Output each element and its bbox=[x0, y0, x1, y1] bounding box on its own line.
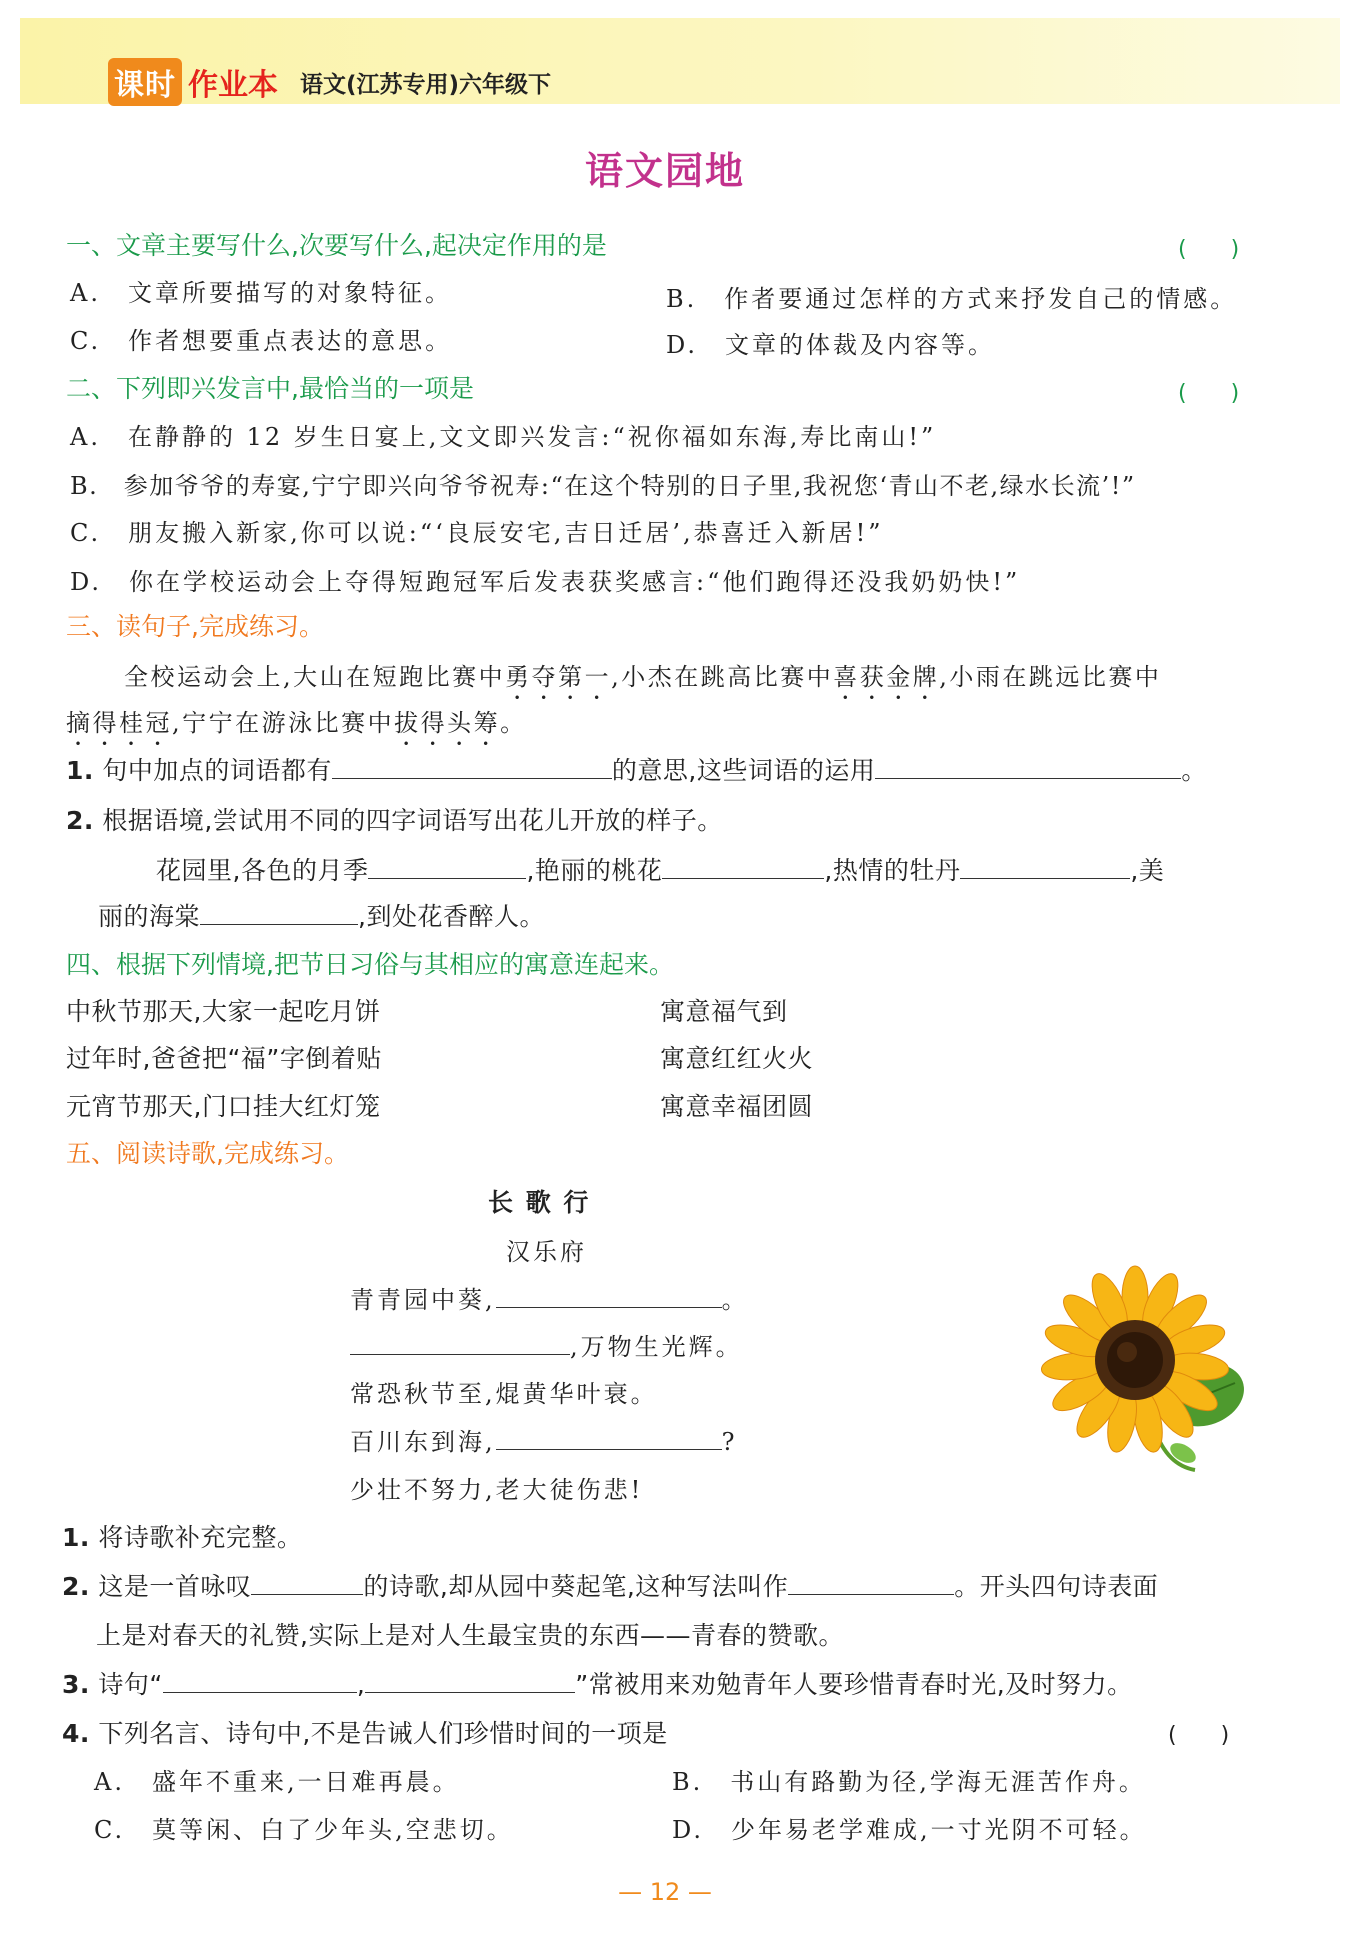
q3-heading: 三、读句子,完成练习。 bbox=[66, 612, 324, 641]
q4-heading: 四、根据下列情境,把节日习俗与其相应的寓意连起来。 bbox=[66, 950, 674, 979]
poem-line4: 百川东到海, ? bbox=[350, 1428, 738, 1456]
q5-sub3: 3. 诗句“ , ”常被用来劝勉青年人要珍惜青春时光,及时努力。 bbox=[62, 1670, 1133, 1699]
q4-right-item[interactable]: 寓意福气到 bbox=[660, 997, 788, 1026]
q5-sub2-line2: 上是对春天的礼赞,实际上是对人生最宝贵的东西——青春的赞歌。 bbox=[96, 1621, 844, 1650]
page-title: 语文园地 bbox=[584, 149, 745, 193]
answer-blank[interactable] bbox=[365, 1670, 575, 1693]
dotted-phrase: 勇夺第一 bbox=[505, 663, 612, 691]
q4-left-item[interactable]: 中秋节那天,大家一起吃月饼 bbox=[66, 997, 381, 1026]
q4-right-item[interactable]: 寓意红红火火 bbox=[660, 1044, 814, 1073]
q5-option-d: D. 少年易老学难成,一寸光阴不可轻。 bbox=[672, 1816, 1147, 1844]
q4-right-item[interactable]: 寓意幸福团圆 bbox=[660, 1092, 814, 1121]
poem-author: 汉乐府 bbox=[506, 1238, 587, 1266]
answer-blank[interactable] bbox=[788, 1572, 954, 1595]
answer-blank[interactable] bbox=[960, 856, 1130, 879]
book-subject: 语文(江苏专用)六年级下 bbox=[300, 71, 552, 98]
q5-sub1: 1. 将诗歌补充完整。 bbox=[62, 1523, 303, 1552]
q2-option-d: D. 你在学校运动会上夺得短跑冠军后发表获奖感言:“他们跑得还没我奶奶快!” bbox=[70, 568, 1021, 596]
header-brand bbox=[108, 58, 551, 106]
q3-sub1: 1. 句中加点的词语都有 的意思,这些词语的运用 。 bbox=[66, 756, 1207, 785]
q3-passage-line1: 全校运动会上,大山在短跑比赛中勇夺第一,小杰在跳高比赛中喜获金牌,小雨在跳远比赛中 bbox=[124, 663, 1162, 691]
page-number: — 12 — bbox=[618, 1878, 712, 1906]
q2-option-c: C. 朋友搬入新家,你可以说:“‘良辰安宅,吉日迁居’,恭喜迁入新居!” bbox=[70, 519, 884, 547]
poem-line2: ,万物生光辉。 bbox=[350, 1327, 743, 1362]
q2-option-b: B. 参加爷爷的寿宴,宁宁即兴向爷爷祝寿:“在这个特别的日子里,我祝您‘青山不老,绿水长流’!” bbox=[70, 472, 1136, 500]
q1-option-a: A. 文章所要描写的对象特征。 bbox=[70, 279, 452, 307]
q1-option-b: B. 作者要通过怎样的方式来抒发自己的情感。 bbox=[666, 285, 1238, 313]
answer-blank[interactable] bbox=[496, 1285, 722, 1308]
answer-blank[interactable] bbox=[662, 856, 824, 879]
q3-sub2: 2. 根据语境,尝试用不同的四字词语写出花儿开放的样子。 bbox=[66, 806, 723, 835]
brand-name: 作业本 bbox=[188, 68, 278, 103]
dotted-phrase: 拔得头筹 bbox=[394, 709, 501, 737]
q2-heading: 二、下列即兴发言中,最恰当的一项是 bbox=[66, 374, 474, 403]
answer-blank[interactable] bbox=[350, 1332, 570, 1355]
q2-answer-paren[interactable]: ( ) bbox=[1178, 381, 1240, 406]
q5-heading: 五、阅读诗歌,完成练习。 bbox=[66, 1139, 349, 1168]
poem-title: 长 歌 行 bbox=[488, 1188, 591, 1217]
poem-line1: 青青园中葵, 。 bbox=[350, 1286, 749, 1314]
q2-option-a: A. 在静静的 12 岁生日宴上,文文即兴发言:“祝你福如东海,寿比南山!” bbox=[70, 423, 937, 451]
q4-left-item[interactable]: 过年时,爸爸把“福”字倒着贴 bbox=[66, 1044, 382, 1073]
q5-option-b: B. 书山有路勤为径,学海无涯苦作舟。 bbox=[672, 1768, 1146, 1796]
q1-option-d: D. 文章的体裁及内容等。 bbox=[666, 331, 996, 359]
q5-sub4: 4. 下列名言、诗句中,不是告诫人们珍惜时间的一项是 bbox=[62, 1719, 668, 1748]
poem-line5: 少壮不努力,老大徒伤悲! bbox=[350, 1476, 644, 1504]
q1-heading: 一、文章主要写什么,次要写什么,起决定作用的是 bbox=[66, 231, 607, 260]
dotted-phrase: 喜获金牌 bbox=[833, 663, 940, 691]
q3-passage-line2: 摘得桂冠,宁宁在游泳比赛中拔得头筹。 bbox=[66, 709, 527, 737]
answer-blank[interactable] bbox=[875, 756, 1181, 779]
q1-option-c: C. 作者想要重点表达的意思。 bbox=[70, 327, 453, 355]
answer-blank[interactable] bbox=[163, 1670, 357, 1693]
brand-logo: 课时 bbox=[108, 58, 182, 106]
q5-sub2: 2. 这是一首咏叹 的诗歌,却从园中葵起笔,这种写法叫作 。开头四句诗表面 bbox=[62, 1572, 1159, 1601]
q1-answer-paren[interactable]: ( ) bbox=[1178, 237, 1240, 262]
q4-left-item[interactable]: 元宵节那天,门口挂大红灯笼 bbox=[66, 1092, 381, 1121]
sunflower-illustration bbox=[1035, 1265, 1260, 1475]
q5-option-a: A. 盛年不重来,一日难再晨。 bbox=[94, 1768, 460, 1796]
answer-blank[interactable] bbox=[332, 756, 612, 779]
q3-sub2-line2: 丽的海棠 ,到处花香醉人。 bbox=[98, 902, 545, 931]
answer-blank[interactable] bbox=[496, 1427, 722, 1450]
dotted-phrase: 摘得桂冠 bbox=[66, 709, 172, 737]
q3-sub2-line1: 花园里,各色的月季 ,艳丽的桃花 ,热情的牡丹 ,美 bbox=[156, 856, 1165, 885]
answer-blank[interactable] bbox=[251, 1572, 363, 1595]
q5-option-c: C. 莫等闲、白了少年头,空悲切。 bbox=[94, 1816, 514, 1844]
answer-blank[interactable] bbox=[200, 902, 358, 925]
poem-line3: 常恐秋节至,焜黄华叶衰。 bbox=[350, 1380, 658, 1408]
q5-sub4-answer-paren[interactable]: ( ) bbox=[1168, 1723, 1230, 1748]
answer-blank[interactable] bbox=[368, 856, 526, 879]
